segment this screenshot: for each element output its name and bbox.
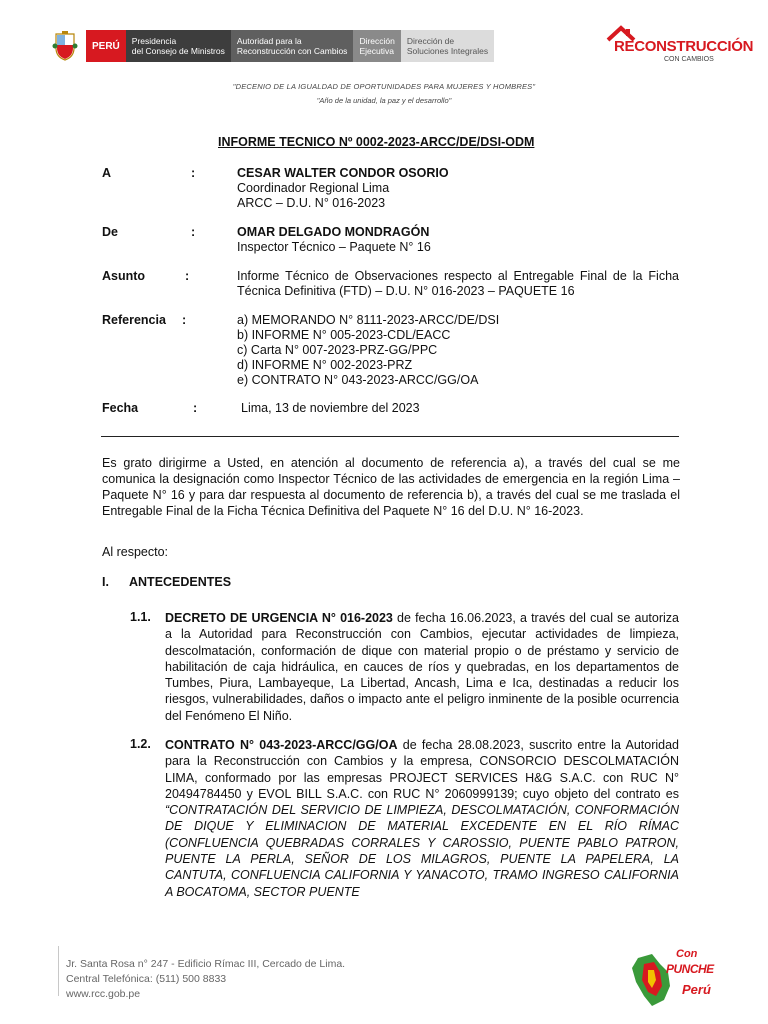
item-2-number: 1.2. bbox=[130, 737, 151, 751]
item-1-bold: DECRETO DE URGENCIA N° 016-2023 bbox=[165, 611, 393, 625]
year-motto: "Año de la unidad, la paz y el desarrollo" bbox=[316, 96, 452, 105]
from-block bbox=[237, 225, 431, 255]
campaign-peru: Perú bbox=[682, 982, 711, 997]
pcm-line1: Presidencia bbox=[131, 36, 177, 46]
subject-colon: : bbox=[185, 269, 190, 283]
item-1-body bbox=[165, 610, 679, 724]
arcc-line1: Autoridad para la bbox=[236, 36, 302, 46]
to-block bbox=[237, 166, 449, 211]
from-colon: : bbox=[191, 225, 196, 239]
date-text: Lima, 13 de noviembre del 2023 bbox=[241, 401, 420, 415]
reference-item: d) INFORME N° 002-2023-PRZ bbox=[237, 358, 413, 372]
con-punche-peru-logo bbox=[624, 946, 724, 1010]
campaign-con: Con bbox=[676, 948, 698, 960]
pcm-label bbox=[126, 30, 231, 62]
section-number: I. bbox=[102, 575, 109, 589]
to-role: Coordinador Regional Lima bbox=[237, 181, 390, 195]
item-2-bold: CONTRATO N° 043-2023-ARCC/GG/OA bbox=[165, 738, 398, 752]
coat-of-arms-icon bbox=[52, 30, 78, 62]
to-label: A bbox=[102, 166, 112, 180]
intro-paragraph: Es grato dirigirme a Usted, en atención al documento de referencia a), a través del cual se me comunica la designación como Inspector Técnico de las actividades de emergencia en la región Lima – Paquete N° 16 y para dar respuesta al documento de referencia b), a través del cual se me traslada el Entregable Final de la Ficha Técnica Definitiva del Paquete N° 16 del D.U. N° 16-2023. bbox=[102, 456, 680, 518]
header-divider bbox=[101, 436, 679, 437]
reconstruccion-logo bbox=[604, 24, 754, 68]
reference-item: e) CONTRATO N° 043-2023-ARCC/GG/OA bbox=[237, 373, 479, 387]
date-colon: : bbox=[193, 401, 198, 415]
arcc-line2: Reconstrucción con Cambios bbox=[236, 46, 348, 56]
footer-phone: Central Telefónica: (511) 500 8833 bbox=[66, 973, 227, 985]
footer-divider bbox=[58, 946, 59, 996]
dsi-label bbox=[401, 30, 494, 62]
dsi-line1: Dirección de bbox=[406, 36, 455, 46]
reference-label: Referencia bbox=[102, 313, 166, 327]
item-2-body bbox=[165, 737, 679, 900]
reference-item: a) MEMORANDO N° 8111-2023-ARCC/DE/DSI bbox=[237, 313, 500, 327]
section-title: ANTECEDENTES bbox=[129, 575, 232, 589]
reconstruccion-text: RECONSTRUCCIÓN bbox=[614, 38, 754, 55]
peru-label: PERÚ bbox=[86, 30, 126, 62]
from-name: OMAR DELGADO MONDRAGÓN bbox=[237, 225, 430, 239]
reference-item: c) Carta N° 007-2023-PRZ-GG/PPC bbox=[237, 343, 438, 357]
from-role: Inspector Técnico – Paquete N° 16 bbox=[237, 240, 431, 254]
footer-address: Jr. Santa Rosa n° 247 - Edificio Rímac III, Cercado de Lima. bbox=[66, 958, 346, 970]
footer-website[interactable]: www.rcc.gob.pe bbox=[66, 988, 141, 1000]
pcm-line2: del Consejo de Ministros bbox=[131, 46, 225, 56]
peru-map-icon bbox=[624, 946, 724, 1010]
to-colon: : bbox=[191, 166, 196, 180]
item-2-italic: “CONTRATACIÓN DEL SERVICIO DE LIMPIEZA, DESCOLMATACIÓN, CONFORMACIÓN DE DIQUE Y ELIMINACION DE MATERIAL EXCEDENTE EN EL RÍO RÍMAC (CONFLUENCIA QUEBRADAS CORRALES Y CAROSSIO, PUENTE PABLO PATRON, PUENTE LA PERLA, SEÑOR DE LOS MILAGROS, PUENTE LA PAPELERA, LA CANTUTA, CONFLUENCIA CALIFORNIA Y YANACOTO, TRAMO INGRESO CALIFORNIA A BOCATOMA, SECTOR PUENTE bbox=[165, 803, 679, 899]
date-label: Fecha bbox=[102, 401, 139, 415]
reference-colon: : bbox=[182, 313, 187, 327]
al-respecto-text: Al respecto: bbox=[102, 545, 169, 559]
de-line1: Dirección bbox=[359, 36, 395, 46]
de-label bbox=[353, 30, 400, 62]
subject-label: Asunto bbox=[102, 269, 146, 283]
document-title: INFORME TECNICO Nº 0002-2023-ARCC/DE/DSI-ODM bbox=[218, 135, 535, 149]
arcc-label bbox=[231, 30, 354, 62]
from-label: De bbox=[102, 225, 118, 239]
dsi-line2: Soluciones Integrales bbox=[406, 46, 489, 56]
con-cambios-text: CON CAMBIOS bbox=[664, 56, 714, 63]
reference-item: b) INFORME N° 005-2023-CDL/EACC bbox=[237, 328, 451, 342]
de-line2: Ejecutiva bbox=[359, 46, 394, 56]
government-logo-band bbox=[52, 30, 494, 62]
subject-text: Informe Técnico de Observaciones respecto al Entregable Final de la Ficha Técnica Definitiva (FTD) – D.U. N° 016-2023 – PAQUETE 16 bbox=[237, 269, 679, 298]
item-1-text: de fecha 16.06.2023, a través del cual se autoriza a la Autoridad para Reconstrucción con Cambios, ejecutar actividades de limpieza, descolmatación, conformación de dique con material propio o de préstamo y servicio de habilitación de caja hidráulica, en cauces de ríos y quebradas, en los departamentos de Tumbes, Piura, Lambayeque, La Libertad, Ancash, Lima e Ica, destinadas a reducir los riesgos, vulnerabilidades, daños o impacto ante el peligro inminente de la posible ocurrencia del Fenómeno El Niño. bbox=[165, 611, 679, 723]
item-2-text: de fecha 28.08.2023, suscrito entre la Autoridad para la Reconstrucción con Cambios y la empresa, CONSORCIO DESCOLMATACIÓN LIMA, conformado por las empresas PROJECT SERVICES H&G S.A.C. con RUC N° 20494784450 y EVOL BILL S.A.C. con RUC N° 2060999139; cuyo objeto del contrato es bbox=[165, 738, 679, 801]
item-1-number: 1.1. bbox=[130, 610, 151, 624]
to-name: CESAR WALTER CONDOR OSORIO bbox=[237, 166, 449, 180]
reference-list bbox=[237, 313, 499, 388]
to-org: ARCC – D.U. N° 016-2023 bbox=[237, 196, 386, 210]
decenio-motto: "DECENIO DE LA IGUALDAD DE OPORTUNIDADES PARA MUJERES Y HOMBRES" bbox=[232, 82, 536, 91]
campaign-punche: PUNCHE bbox=[666, 962, 714, 976]
section-heading bbox=[102, 575, 231, 589]
